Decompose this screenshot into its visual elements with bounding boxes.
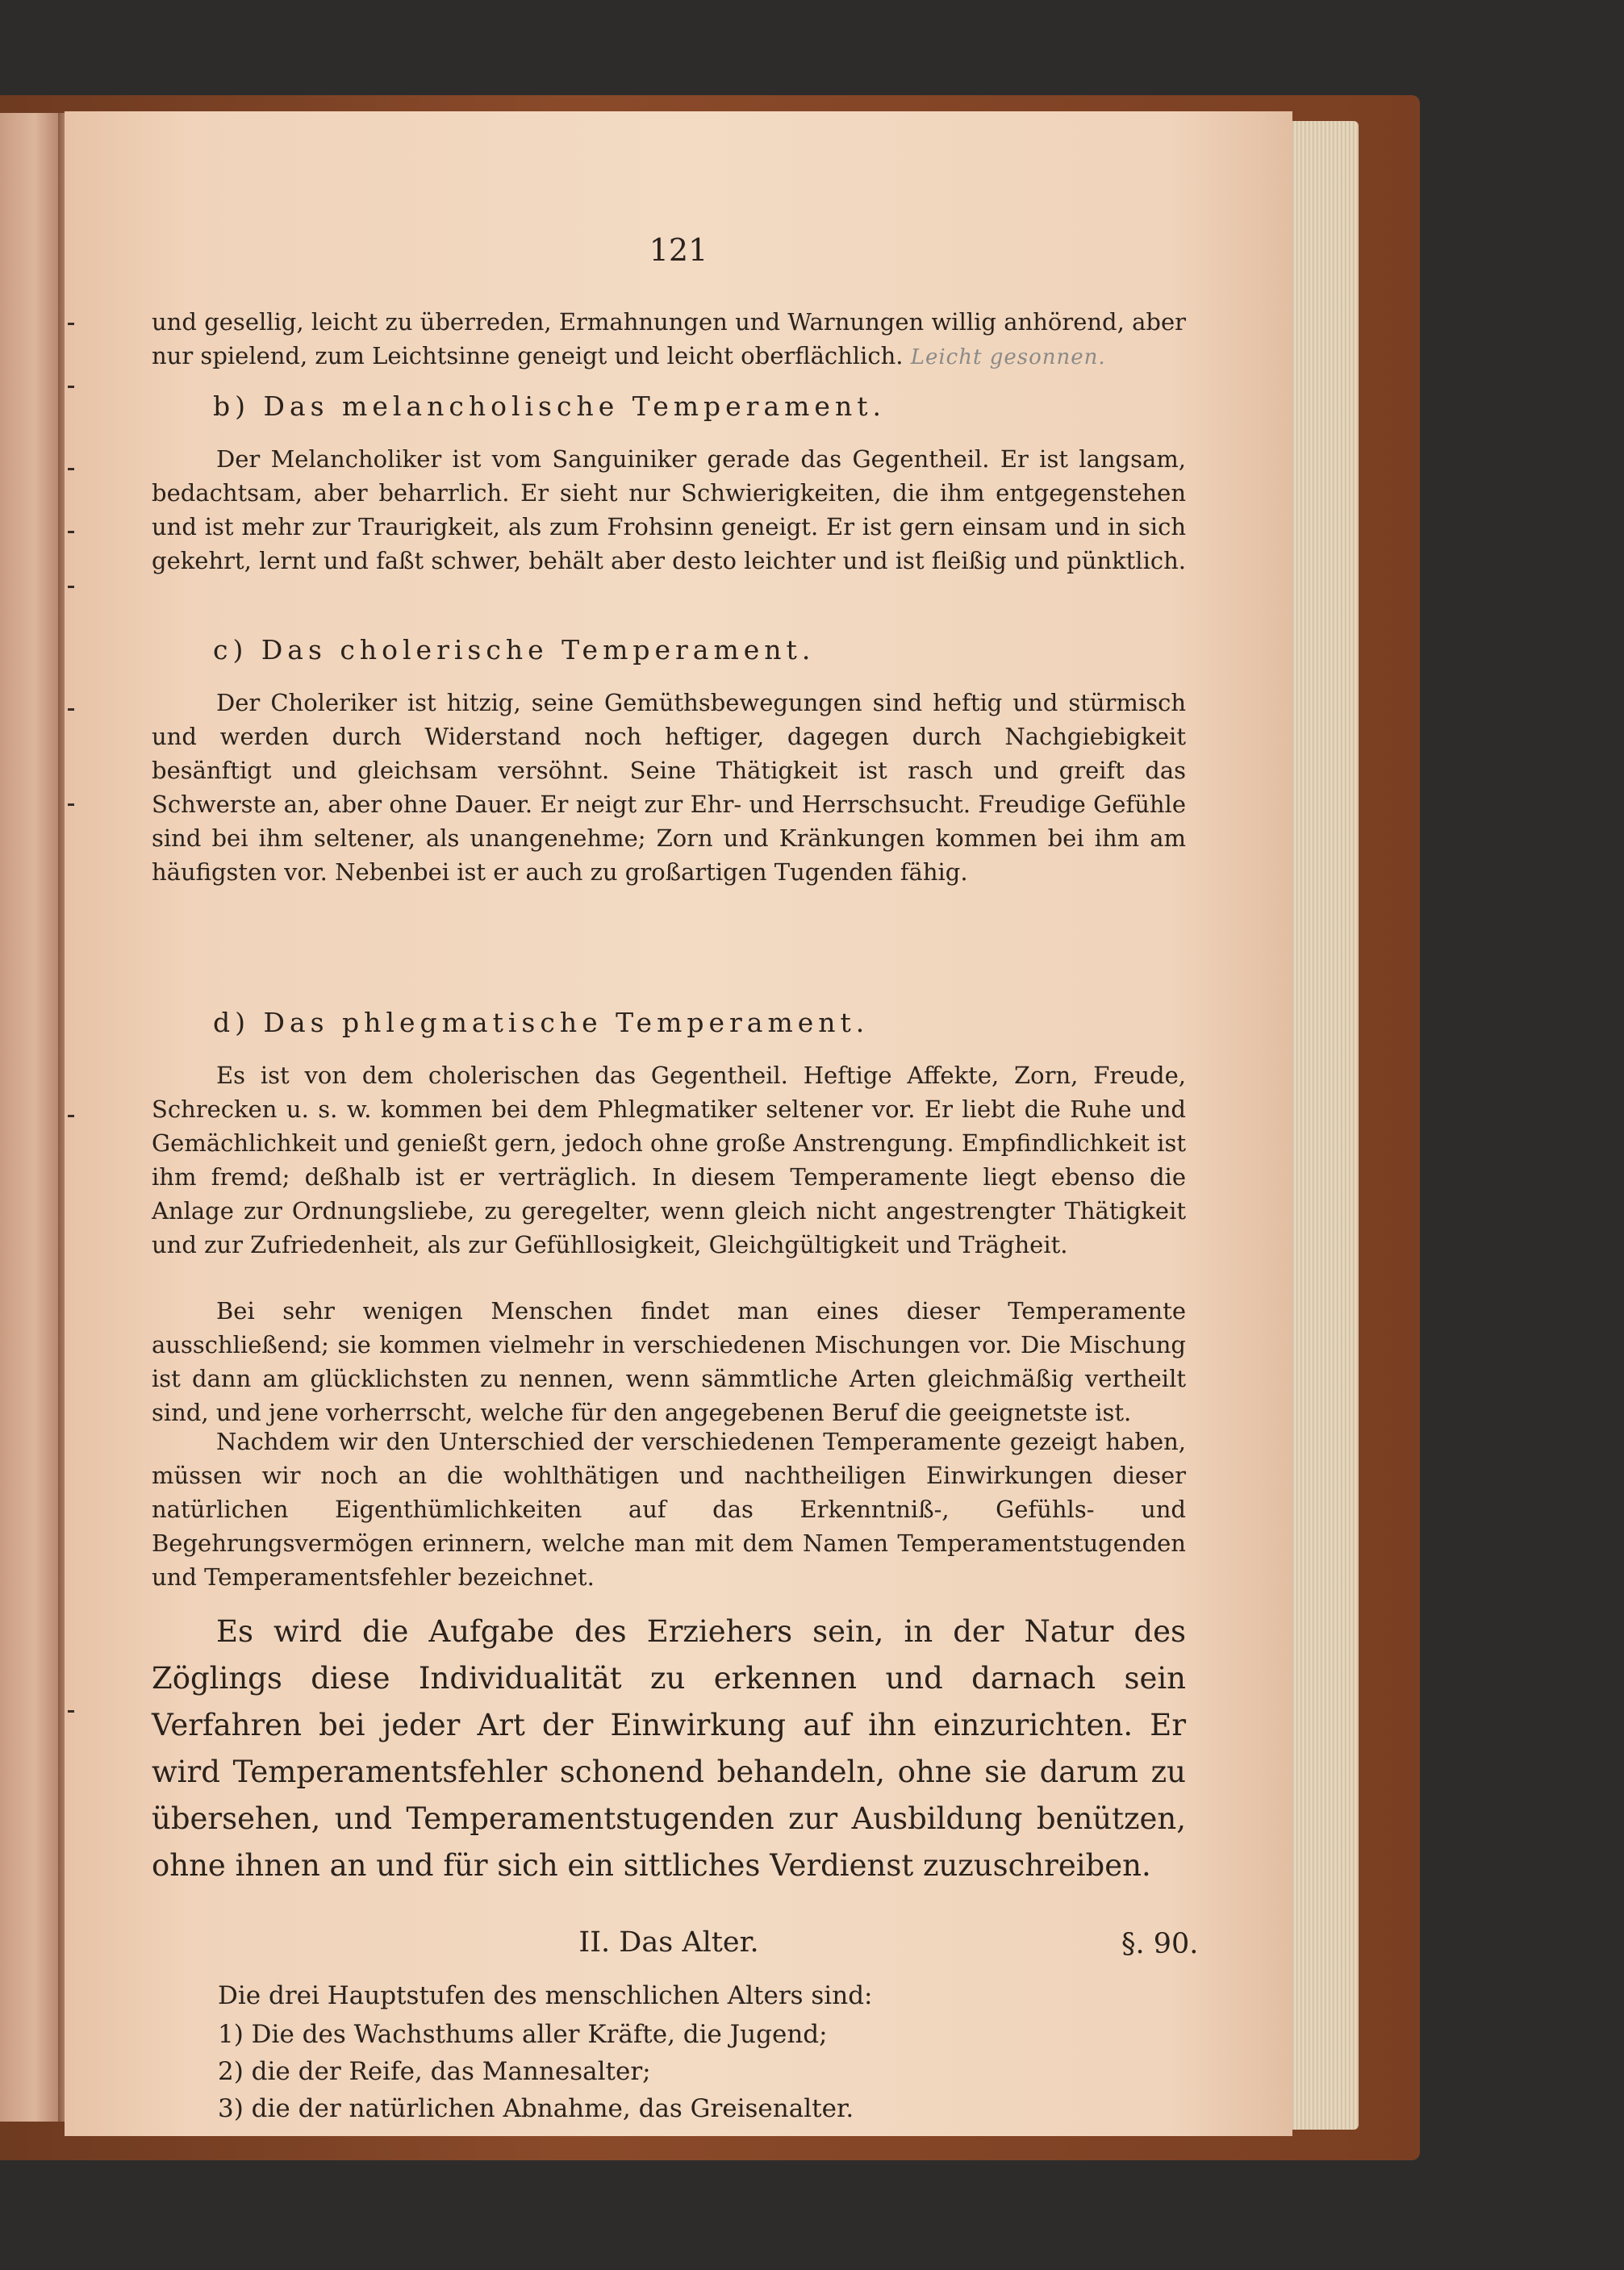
list-item-3: 3) die der natürlichen Abnahme, das Greisenalter. [218,2094,854,2123]
page-number: 121 [649,232,708,268]
book-page [65,111,1292,2136]
closing-paragraph-2: Nachdem wir den Unterschied der verschiedenen Temperamente gezeigt haben, müssen wir noch an die wohlthätigen und nachtheiligen Einwirkungen dieser natürlichen Eigenthümlichkeiten auf das Erkenntniß-, Gefühls- und Begehrungsvermögen erinnern, welche man mit dem Namen Temperamentstugenden und Temperamentsfehler bezeichnet. [152,1428,1186,1591]
section-body-b: Der Melancholiker ist vom Sanguiniker gerade das Gegentheil. Er ist langsam, bedachtsam, aber beharrlich. Er sieht nur Schwierigkeiten, die ihm entgegenstehen und ist mehr zur Traurigkeit, als zum Frohsinn geneigt. Er ist gern einsam und in sich gekehrt, lernt und faßt schwer, behält aber desto leichter und ist fleißig und pünktlich. [152,445,1186,574]
intro-paragraph [152,305,1186,374]
margin-marks [65,111,89,2136]
section-heading-d: d) Das phlegmatische Temperament. [213,1007,870,1038]
section-ii-title: II. Das Alter. [578,1926,759,1959]
list-item-2: 2) die der Reife, das Mannesalter; [218,2057,651,2086]
section-heading-b: b) Das melancholische Temperament. [213,390,886,422]
section-body-c: Der Choleriker ist hitzig, seine Gemüthsbewegungen sind heftig und stürmisch und werden durch Widerstand noch heftiger, dagegen durch Nachgiebigkeit besänftigt und gleichsam versöhnt. Seine Thätigkeit ist rasch und greift das Schwerste an, aber ohne Dauer. Er neigt zur Ehr- und Herrschsucht. Freudige Gefühle sind bei ihm seltener, als unangenehme; Zorn und Kränkungen kommen bei ihm am häufigsten vor. Nebenbei ist er auch zu großartigen Tugenden fähig. [152,689,1186,886]
paragraph-number: §. 90. [1121,1928,1199,1960]
closing-paragraph-1: Bei sehr wenigen Menschen findet man eines dieser Temperamente ausschließend; sie kommen vielmehr in verschiedenen Mischungen vor. Die Mischung ist dann am glücklichsten zu nennen, wenn sämmtliche Arten gleichmäßig vertheilt sind, und jene vorherrscht, welche für den angegebenen Beruf die geeignetste ist. [152,1297,1186,1426]
large-paragraph: Es wird die Aufgabe des Erziehers sein, in der Natur des Zöglings diese Individualität zu erkennen und darnach sein Verfahren bei jeder Art der Einwirkung auf ihn einzurichten. Er wird Temperamentsfehler schonend behandeln, ohne sie darum zu übersehen, und Temperamentstugenden zur Ausbildung benützen, ohne ihnen an und für sich ein sittliches Verdienst zuzuschreiben. [152,1614,1186,1883]
section-ii-intro: Die drei Hauptstufen des menschlichen Alters sind: [218,1981,873,2010]
list-item-1: 1) Die des Wachsthums aller Kräfte, die Jugend; [218,2020,828,2049]
page-block-edges [1289,121,1359,2130]
section-heading-c: c) Das cholerische Temperament. [213,634,816,666]
pencil-annotation: Leicht gesonnen. [910,345,1106,369]
left-page-edge [0,113,58,2122]
intro-text: und gesellig, leicht zu überreden, Ermahnungen und Warnungen willig anhörend, aber nur spielend, zum Leichtsinne geneigt und leicht oberflächlich. [152,308,1186,369]
section-body-d: Es ist von dem cholerischen das Gegentheil. Heftige Affekte, Zorn, Freude, Schrecken u. s. w. kommen bei dem Phlegmatiker seltener vor. Er liebt die Ruhe und Gemächlichkeit und genießt gern, jedoch ohne große Anstrengung. Empfindlichkeit ist ihm fremd; deßhalb ist er verträglich. In diesem Temperamente liegt ebenso die Anlage zur Ordnungsliebe, zu geregelter, wenn gleich nicht angestrengter Thätigkeit und zur Zufriedenheit, als zur Gefühllosigkeit, Gleichgültigkeit und Trägheit. [152,1062,1186,1258]
